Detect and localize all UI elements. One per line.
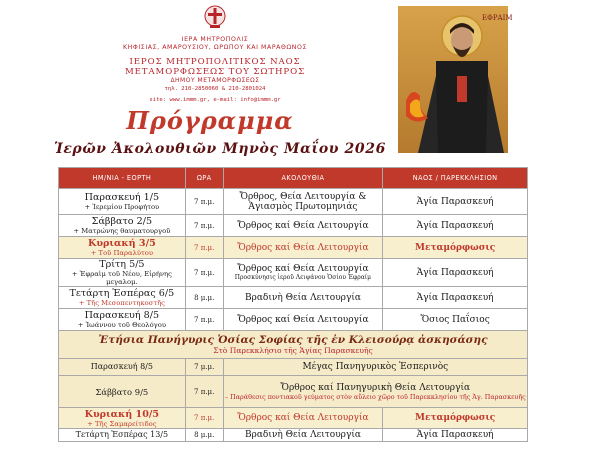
row-service: Ὄρθρος καί Θεία Λειτουργία bbox=[237, 220, 369, 231]
church-emblem-icon bbox=[203, 4, 227, 30]
metropolis-name: ΙΕΡΑ ΜΗΤΡΟΠΟΛΙΣ bbox=[181, 36, 249, 43]
page-subtitle: Ἱερῶν Ἀκολουθιῶν Μηνὸς Μαΐου 2026 bbox=[54, 141, 386, 157]
row-service-note: Προσκύνησις ἱεροῦ Λειψάνου Ὁσίου Ἐφραίμ bbox=[234, 273, 372, 281]
row-time: 7 π.μ. bbox=[185, 189, 223, 215]
icon-inscription: ΕΦΡΑΙΜ bbox=[482, 14, 513, 22]
row-service: Βραδινὴ Θεία Λειτουργία bbox=[244, 292, 361, 303]
church-header bbox=[40, 4, 390, 104]
row-place: Ἁγία Παρασκευή bbox=[383, 215, 528, 237]
table-row bbox=[59, 259, 528, 287]
festival-service-note: – Παράθεσις ποντιακοῦ γεύματος στὸν αὔλειο χῶρο τοῦ Παρεκκλησίου τῆς Ἁγ. Παρασκευῆς bbox=[224, 392, 526, 401]
row-service: Βραδινὴ Θεία Λειτουργία bbox=[244, 430, 361, 440]
row-saint: + Ἱερεμίου Προφήτου bbox=[84, 203, 160, 211]
table-row-sunday bbox=[59, 408, 528, 429]
table-row bbox=[59, 429, 528, 442]
table-row-sunday bbox=[59, 237, 528, 259]
row-place: Ἁγία Παρασκευή bbox=[383, 287, 528, 309]
row-time: 7 π.μ. bbox=[185, 309, 223, 331]
church-type: ΙΕΡΟΣ ΜΗΤΡΟΠΟΛΙΤΙΚΟΣ ΝΑΟΣ bbox=[129, 57, 301, 67]
row-time: 7 π.μ. bbox=[185, 237, 223, 259]
row-saint: + Ματρώνης θαυματουργοῦ bbox=[73, 227, 171, 235]
row-service: Ὄρθρος καί Θεία Λειτουργία bbox=[237, 263, 369, 274]
table-row bbox=[59, 287, 528, 309]
row-day: Παρασκευή 1/5 bbox=[84, 192, 160, 203]
row-time: 8 μ.μ. bbox=[185, 287, 223, 309]
row-day: Τετάρτη Ἑσπέρας 13/5 bbox=[75, 430, 169, 439]
row-day: Κυριακή 3/5 bbox=[87, 238, 156, 249]
festival-title: Ἐτήσια Πανήγυρις Ὁσίας Σοφίας τῆς ἐν Κλεισούρᾳ ἀσκησάσης bbox=[98, 333, 488, 346]
page-title: Πρόγραμμα bbox=[126, 106, 294, 135]
col-header-service: ΑΚΟΛΟΥΘΙΑ bbox=[223, 168, 383, 189]
festival-service: Ὄρθρος καί Πανηγυρικὴ Θεία Λειτουργία bbox=[280, 382, 471, 393]
table-header-row bbox=[59, 168, 528, 189]
table-row bbox=[59, 189, 528, 215]
festival-day: Παρασκευή 8/5 bbox=[90, 362, 153, 371]
row-place: Ἁγία Παρασκευή bbox=[383, 189, 528, 215]
festival-header-row bbox=[59, 331, 528, 359]
row-place: Μεταμόρφωσις bbox=[383, 237, 528, 259]
festival-time: 7 μ.μ. bbox=[185, 359, 223, 376]
festival-service: Μέγας Πανηγυρικὸς Ἑσπερινὸς bbox=[302, 362, 449, 372]
table-row bbox=[59, 309, 528, 331]
row-service: Ὄρθρος, Θεία Λειτουργία & Ἁγιασμὸς Πρωτομηνιάς bbox=[239, 191, 367, 212]
row-saint: + Τοῦ Παραλύτου bbox=[90, 249, 154, 257]
row-day: Παρασκευή 8/5 bbox=[84, 310, 160, 321]
schedule-table bbox=[58, 167, 528, 442]
row-day: Τετάρτη Ἑσπέρας 6/5 bbox=[69, 288, 175, 299]
row-time: 7 π.μ. bbox=[185, 215, 223, 237]
row-time: 8 μ.μ. bbox=[185, 429, 223, 442]
row-service: Ὄρθρος καί Θεία Λειτουργία bbox=[237, 413, 369, 423]
row-service: Ὄρθρος καί Θεία Λειτουργία bbox=[237, 242, 369, 253]
col-header-time: ΩΡΑ bbox=[185, 168, 223, 189]
festival-time: 7 π.μ. bbox=[185, 376, 223, 408]
phone-line: τηλ. 210-2850060 & 210-2801024 bbox=[164, 86, 266, 92]
row-day: Σάββατο 2/5 bbox=[91, 216, 153, 227]
row-time: 7 π.μ. bbox=[185, 259, 223, 287]
row-place: Μεταμόρφωσις bbox=[383, 408, 528, 429]
web-line: site: www.immm.gr, e-mail: info@immm.gr bbox=[149, 97, 281, 103]
festival-row bbox=[59, 376, 528, 408]
row-day: Κυριακή 10/5 bbox=[84, 408, 160, 420]
row-place: Ἁγία Παρασκευή bbox=[383, 259, 528, 287]
table-row bbox=[59, 215, 528, 237]
row-place: Ἁγία Παρασκευή bbox=[383, 429, 528, 442]
row-saint: + Τῆς Σαμαρείτιδος bbox=[87, 419, 157, 428]
row-time: 7 π.μ. bbox=[185, 408, 223, 429]
col-header-place: ΝΑΟΣ / ΠΑΡΕΚΚΛΗΣΙΟΝ bbox=[383, 168, 528, 189]
row-place: Ὅσιος Παΐσιος bbox=[383, 309, 528, 331]
row-saint: + Τῆς Μεσοπεντηκοστῆς bbox=[78, 299, 165, 307]
metropolis-region: ΚΗΦΙΣΙΑΣ, ΑΜΑΡΟΥΣΙΟΥ, ΩΡΩΠΟΥ ΚΑΙ ΜΑΡΑΘΩΝΟΣ bbox=[123, 44, 307, 51]
row-saint: + Ἐφραὶμ τοῦ Νέου, Εἰρήνης μεγαλομ. bbox=[71, 270, 172, 286]
festival-row bbox=[59, 359, 528, 376]
festival-day: Σάββατο 9/5 bbox=[95, 386, 149, 397]
municipality: ΔΗΜΟΥ ΜΕΤΑΜΟΡΦΩΣΕΩΣ bbox=[170, 77, 260, 84]
col-header-day: ΗΜ/ΝΙΑ - ΕΟΡΤΗ bbox=[59, 168, 186, 189]
row-service: Ὄρθρος καί Θεία Λειτουργία bbox=[237, 314, 369, 325]
church-name: ΜΕΤΑΜΟΡΦΩΣΕΩΣ ΤΟΥ ΣΩΤΗΡΟΣ bbox=[124, 67, 306, 77]
row-day: Τρίτη 5/5 bbox=[99, 259, 145, 270]
festival-subtitle: Στὸ Παρεκκλήσιο τῆς Ἁγίας Παρασκευῆς bbox=[213, 345, 373, 355]
saint-icon-image bbox=[398, 6, 513, 153]
row-saint: + Ἰωάννου τοῦ Θεολόγου bbox=[77, 321, 166, 329]
